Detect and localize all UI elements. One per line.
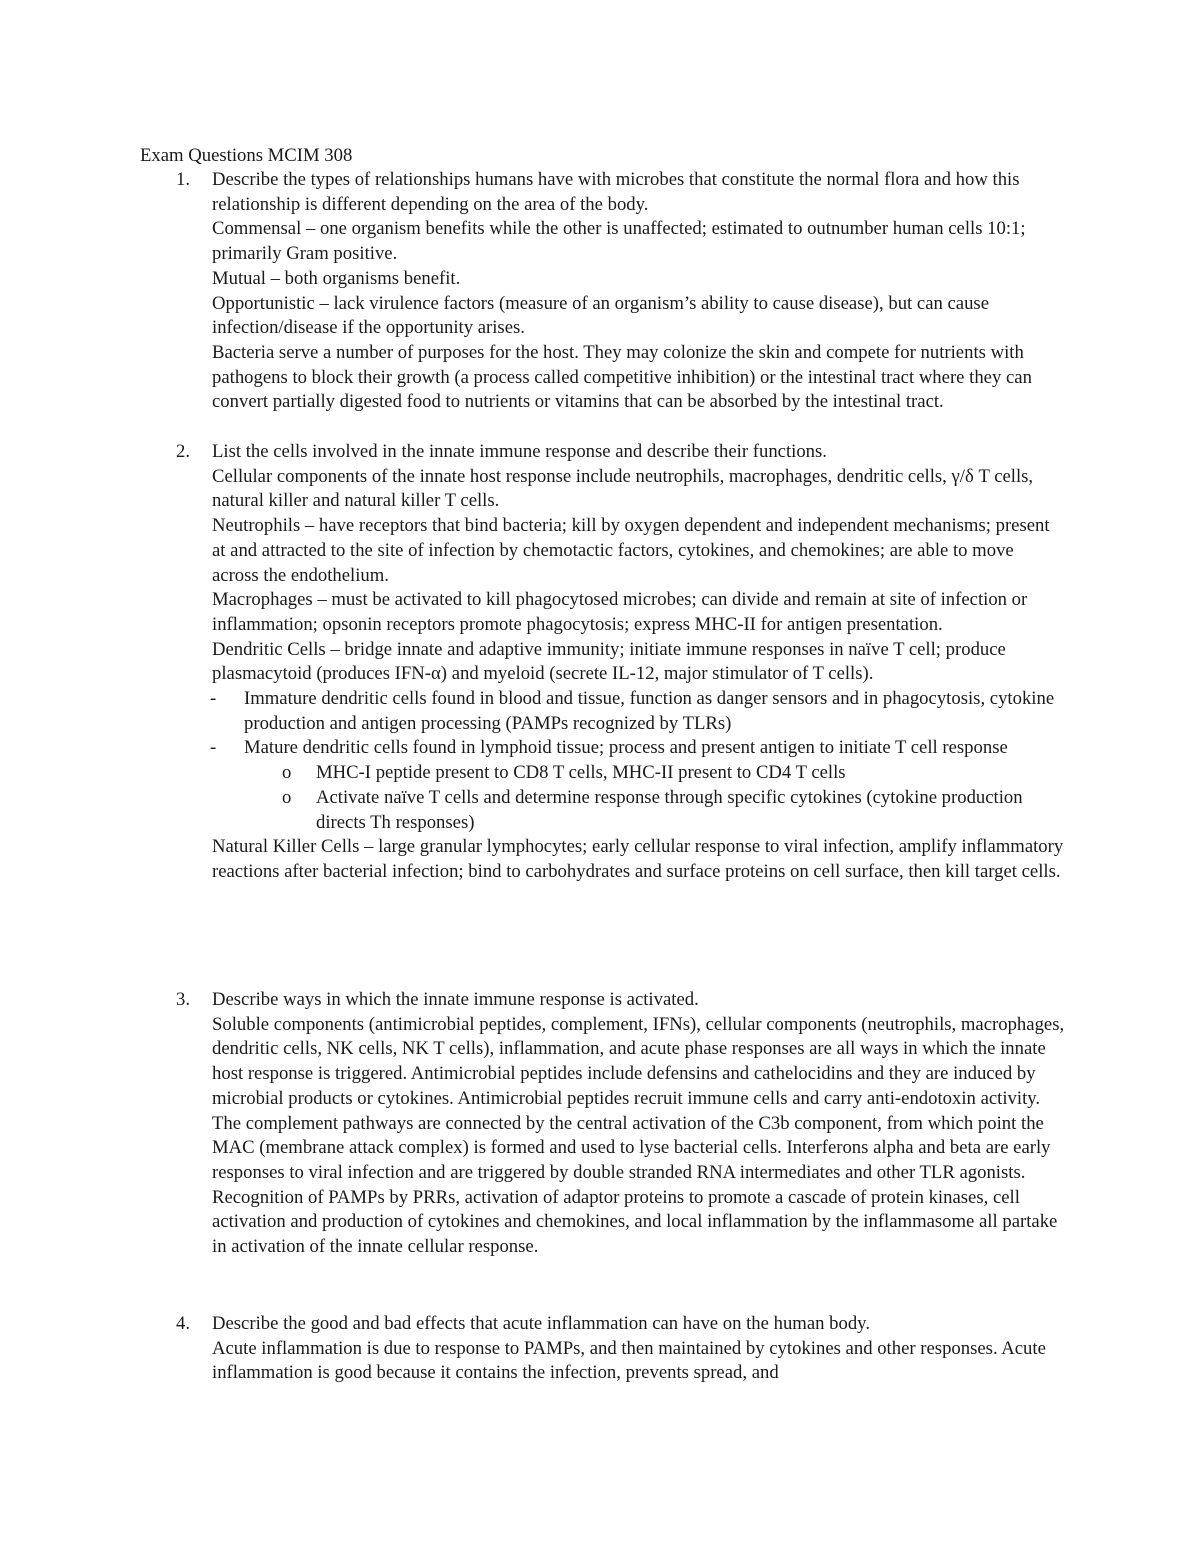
sub-bullet-text: MHC-I peptide present to CD8 T cells, MHC-II present to CD4 T cells: [316, 762, 846, 784]
question-prompt: Describe the good and bad effects that acute inflammation can have on the human body.: [212, 1313, 870, 1334]
bullet-text: Mature dendritic cells found in lymphoid tissue; process and present antigen to initiate T cell response: [244, 737, 1008, 759]
bullet-item: [210, 736, 1065, 761]
question-body: [212, 440, 1065, 687]
question-number: 2.: [176, 441, 191, 462]
question-body: [212, 168, 1065, 415]
answer-paragraph: Opportunistic – lack virulence factors (measure of an organism’s ability to cause disease), but can cause infection/disease if the opportunity arises.: [212, 292, 989, 339]
answer-paragraph: Neutrophils – have receptors that bind bacteria; kill by oxygen dependent and independent mechanisms; present at and attracted to the site of infection by chemotactic factors, cytokines, and chemokines; are able to move across the endothelium.: [212, 515, 1050, 586]
question-3: [140, 988, 1065, 1260]
question-body: [212, 1312, 1065, 1386]
question-prompt: List the cells involved in the innate immune response and describe their functions.: [212, 441, 827, 462]
answer-paragraph: Mutual – both organisms benefit.: [212, 267, 461, 289]
answer-paragraph: Dendritic Cells – bridge innate and adaptive immunity; initiate immune responses in naïve T cell; produce plasmacytoid (produces IFN-α) and myeloid (secrete IL-12, major stimulator of T cells).: [212, 638, 1006, 685]
circle-bullet-icon: o: [282, 762, 292, 784]
question-number: 4.: [176, 1313, 191, 1334]
dash-bullet-icon: -: [210, 737, 217, 759]
bullet-item: [210, 687, 1065, 736]
answer-paragraph: Macrophages – must be activated to kill phagocytosed microbes; can divide and remain at site of infection or inflammation; opsonin receptors promote phagocytosis; express MHC-II for antigen presentation.: [212, 589, 1028, 635]
bullet-text: Immature dendritic cells found in blood and tissue, function as danger sensors and in phagocytosis, cytokine production and antigen processing (PAMPs recognized by TLRs): [244, 688, 1055, 734]
answer-paragraph: Soluble components (antimicrobial peptides, complement, IFNs), cellular components (neutrophils, macrophages, dendritic cells, NK cells, NK T cells), inflammation, and acute phase responses are all ways in which the innate host response is triggered. Antimicrobial peptides include defensins and cathelocidins and they are induced by microbial products or cytokines. Antimicrobial peptides recruit immune cells and carry anti-endotoxin activity. The complement pathways are connected by the central activation of the C3b component, from which point the MAC (membrane attack complex) is formed and used to lyse bacterial cells. Interferons alpha and beta are early responses to viral infection and are triggered by double stranded RNA intermediates and other TLR agonists. Recognition of PAMPs by PRRs, activation of adaptor proteins to promote a cascade of protein kinases, cell activation and production of cytokines and chemokines, and local inflammation by the inflammasome all partake in activation of the innate cellular response.: [212, 1013, 1065, 1258]
sub-bullet-text: Activate naïve T cells and determine response through specific cytokines (cytokine production directs Th responses): [316, 786, 1023, 833]
answer-paragraph: Cellular components of the innate host response include neutrophils, macrophages, dendritic cells, γ/δ T cells, natural killer and natural killer T cells.: [212, 465, 1034, 512]
sub-bullet-item: [282, 761, 1065, 786]
question-number: 3.: [176, 989, 191, 1010]
answer-paragraph: Commensal – one organism benefits while the other is unaffected; estimated to outnumber human cells 10:1; primarily Gram positive.: [212, 218, 1026, 265]
answer-paragraph: Natural Killer Cells – large granular lymphocytes; early cellular response to viral infection, amplify inflammatory reactions after bacterial infection; bind to carbohydrates and surface proteins on cell surface, then kill target cells.: [212, 836, 1064, 882]
question-prompt: Describe the types of relationships humans have with microbes that constitute the normal flora and how this relationship is different depending on the area of the body.: [212, 169, 1020, 215]
document-title: Exam Questions MCIM 308: [140, 145, 353, 166]
question-body: [212, 988, 1065, 1260]
question-number: 1.: [176, 169, 191, 190]
question-body-closing: [212, 835, 1065, 884]
question-4: [140, 1312, 1065, 1386]
question-1: [140, 168, 1065, 415]
dash-bullet-icon: -: [210, 688, 217, 710]
question-prompt: Describe ways in which the innate immune response is activated.: [212, 989, 699, 1010]
question-2: [140, 440, 1065, 885]
circle-bullet-icon: o: [282, 786, 292, 808]
sub-bullet-item: [282, 786, 1065, 835]
answer-paragraph: Acute inflammation is due to response to PAMPs, and then maintained by cytokines and other responses. Acute inflammation is good because it contains the infection, prevents spread, and: [212, 1337, 1046, 1384]
answer-paragraph: Bacteria serve a number of purposes for the host. They may colonize the skin and compete for nutrients with pathogens to block their growth (a process called competitive inhibition) or the intestinal tract where they can convert partially digested food to nutrients or vitamins that can be absorbed by the intestinal tract.: [212, 341, 1032, 413]
